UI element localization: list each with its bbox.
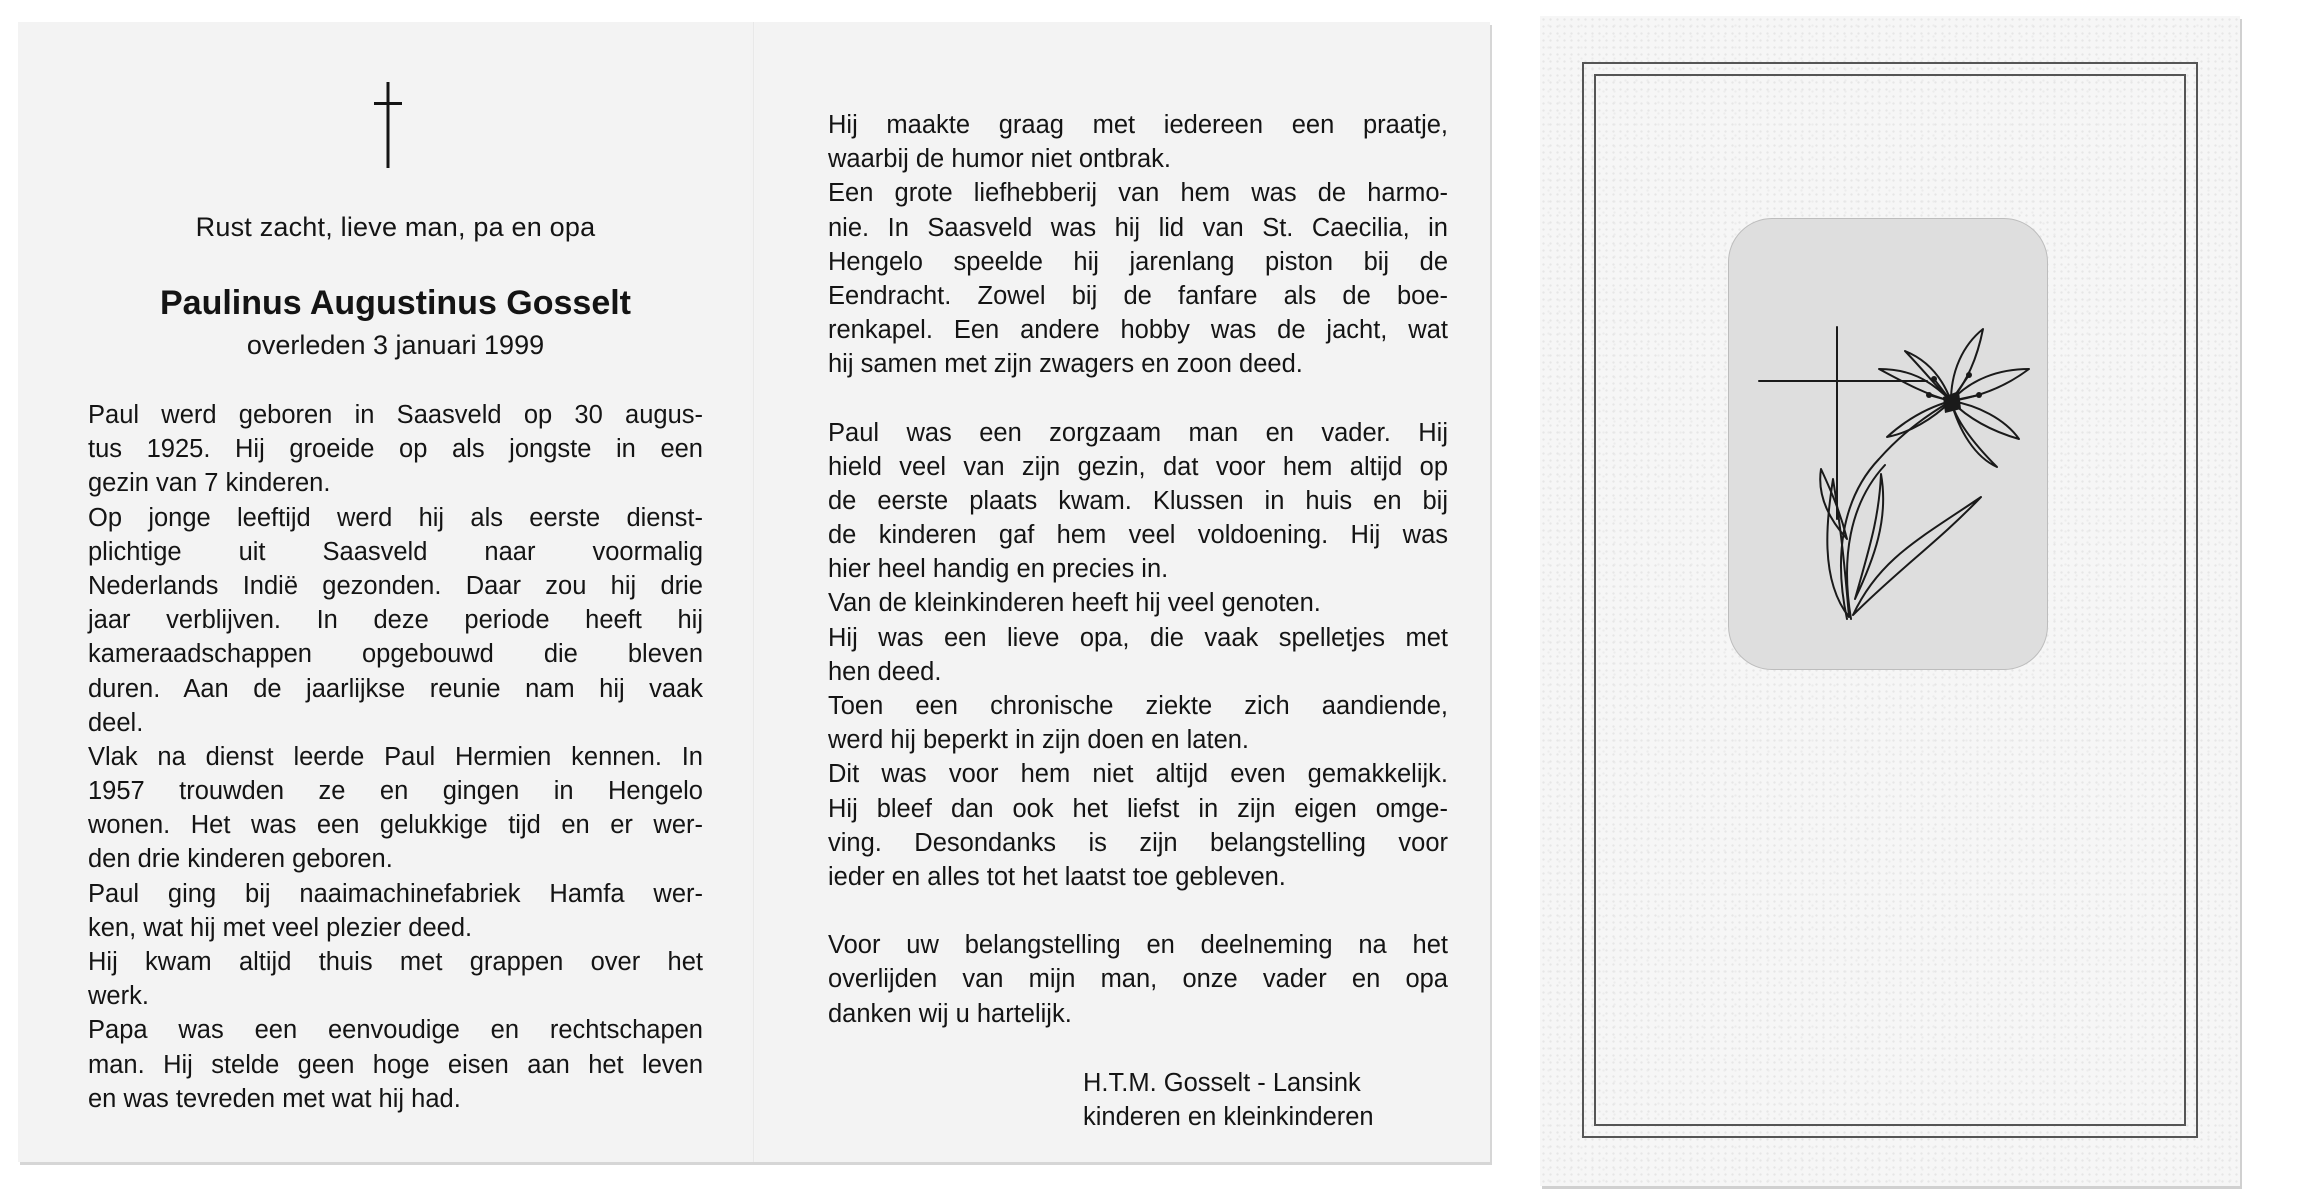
text-line: hen deed. <box>828 657 942 686</box>
paragraph-gap <box>828 894 1448 928</box>
text-line: Paul werd geboren in Saasveld op 30 augus- <box>88 401 703 429</box>
text-line: hier heel handig en precies in. <box>828 555 1169 584</box>
signature-family: kinderen en kleinkinderen <box>1083 1103 1374 1132</box>
biography-right <box>828 108 1448 1031</box>
right-page <box>828 22 1448 1162</box>
text-line: Paul was een zorgzaam man en vader. Hij <box>828 418 1448 447</box>
text-line: Toen een chronische ziekte zich aandiende, <box>828 692 1448 720</box>
text-line: Hij kwam altijd thuis met grappen over het <box>88 948 703 976</box>
text-line: hij samen met zijn zwagers en zoon deed. <box>828 350 1303 379</box>
deceased-name: Paulinus Augustinus Gosselt <box>159 284 632 322</box>
text-line: renkapel. Een andere hobby was de jacht, wat <box>828 316 1448 345</box>
text-line: overlijden van mijn man, onze vader en opa <box>828 965 1448 994</box>
text-line: nie. In Saasveld was hij lid van St. Caecilia, in <box>828 213 1448 242</box>
text-line: kameraadschappen opgebouwd die bleven <box>88 640 703 669</box>
text-line: duren. Aan de jaarlijkse reunie nam hij vaak <box>88 674 703 703</box>
text-line: waarbij de humor niet ontbrak. <box>828 145 1172 174</box>
text-line: de kinderen gaf hem veel voldoening. Hij was <box>828 521 1448 550</box>
text-line: wonen. Het was een gelukkige tijd en er wer- <box>88 811 703 840</box>
text-line: plichtige uit Saasveld naar voormalig <box>88 537 703 566</box>
signature-name: H.T.M. Gosselt - Lansink <box>1083 1069 1361 1097</box>
text-line: Hij was een lieve opa, die vaak spelletjes met <box>828 623 1448 652</box>
text-line: en was tevreden met wat hij had. <box>88 1084 461 1113</box>
text-line: ken, wat hij met veel plezier deed. <box>88 913 473 942</box>
text-line: ving. Desondanks is zijn belangstelling voor <box>828 828 1448 857</box>
text-line: Dit was voor hem niet altijd even gemakkelijk. <box>828 760 1448 789</box>
date-of-death: overleden 3 januari 1999 <box>246 330 545 360</box>
text-line: ieder en alles tot het laatst toe gebleven. <box>828 862 1286 891</box>
cross-icon <box>368 80 408 170</box>
text-line: Nederlands Indië gezonden. Daar zou hij drie <box>88 571 703 600</box>
paragraph-gap <box>828 382 1448 416</box>
subtitle: Rust zacht, lieve man, pa en opa <box>195 212 596 242</box>
text-line: jaar verblijven. In deze periode heeft hij <box>88 606 703 635</box>
text-line: man. Hij stelde geen hoge eisen aan het leven <box>88 1050 703 1079</box>
text-line: Paul ging bij naaimachinefabriek Hamfa wer- <box>88 879 703 908</box>
text-line: gezin van 7 kinderen. <box>88 469 331 498</box>
illustration-panel <box>1728 218 2048 670</box>
memorial-card-inside <box>18 22 1490 1162</box>
text-line: Een grote liefhebberij van hem was de harmo- <box>828 179 1448 208</box>
text-line: danken wij u hartelijk. <box>828 999 1072 1028</box>
text-line: de eerste plaats kwam. Klussen in huis en bij <box>828 486 1448 515</box>
text-line: Papa was een eenvoudige en rechtschapen <box>88 1016 703 1045</box>
text-line: Op jonge leeftijd werd hij als eerste dienst- <box>88 503 703 532</box>
text-line: werd hij beperkt in zijn doen en laten. <box>828 726 1250 755</box>
text-line: 1957 trouwden ze en gingen in Hengelo <box>88 777 703 806</box>
text-line: deel. <box>88 708 144 737</box>
text-line: tus 1925. Hij groeide op als jongste in een <box>88 435 703 464</box>
biography-left <box>88 398 703 1116</box>
text-line: Hengelo speelde hij jarenlang piston bij de <box>828 247 1448 276</box>
text-line: werk. <box>88 982 149 1011</box>
text-line: Vlak na dienst leerde Paul Hermien kennen. In <box>88 742 703 771</box>
memorial-card-cover <box>1540 16 2240 1186</box>
text-line: den drie kinderen geboren. <box>88 845 393 874</box>
text-line: Hij bleef dan ook het liefst in zijn eigen omge- <box>828 794 1448 823</box>
text-line: Hij maakte graag met iedereen een praatje, <box>828 111 1448 139</box>
text-line: hield veel van zijn gezin, dat voor hem altijd op <box>828 452 1448 481</box>
signature-block <box>1083 1066 1443 1134</box>
text-line: Van de kleinkinderen heeft hij veel genoten. <box>828 589 1321 618</box>
fold-line <box>753 22 755 1162</box>
cross-with-lily-icon <box>1729 219 2047 669</box>
text-line: Eendracht. Zowel bij de fanfare als de boe- <box>828 281 1448 310</box>
text-line: Voor uw belangstelling en deelneming na het <box>828 931 1448 960</box>
left-page <box>88 22 703 1162</box>
